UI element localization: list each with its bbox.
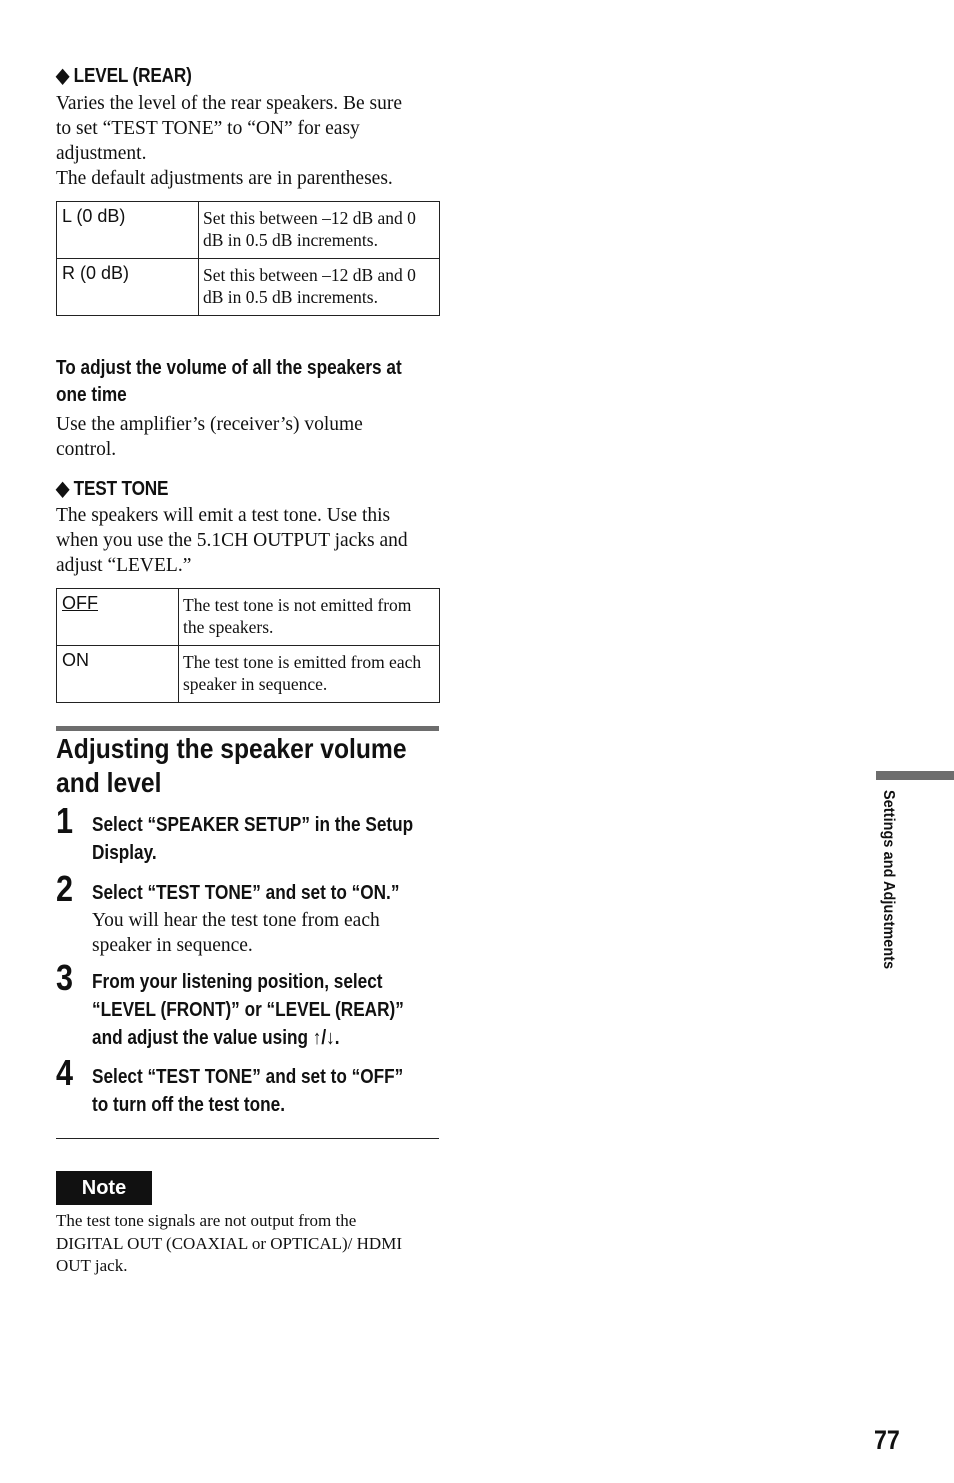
- table-row: [57, 646, 440, 703]
- text-line: Select “TEST TONE” and set to “ON.”: [92, 882, 400, 904]
- text-line: Use the amplifier’s (receiver’s) volume: [56, 414, 363, 435]
- step-number: 1: [56, 800, 74, 841]
- table-key: R (0 dB): [57, 259, 199, 316]
- step-number: 4: [56, 1052, 74, 1093]
- text-line: Varies the level of the rear speakers. Be sure: [56, 93, 402, 114]
- table-key-default: OFF: [62, 593, 98, 613]
- table-key: L (0 dB): [57, 202, 199, 259]
- adjust-all-heading: [56, 355, 439, 409]
- text-line: to turn off the test tone.: [92, 1094, 286, 1116]
- text-line: From your listening position, select: [92, 971, 383, 993]
- text-line: one time: [56, 384, 127, 406]
- section-title: [56, 732, 439, 800]
- note-badge: Note: [56, 1171, 152, 1205]
- table-key: ON: [57, 646, 179, 703]
- table-desc: Set this between –12 dB and 0 dB in 0.5 dB increments.: [199, 259, 440, 316]
- text-line: The speakers will emit a test tone. Use this: [56, 505, 391, 526]
- step-heading: [92, 1063, 439, 1119]
- step-heading: [92, 968, 439, 1052]
- step-number: 3: [56, 957, 74, 998]
- test-tone-heading: [56, 477, 439, 501]
- table-desc: The test tone is not emitted from the speakers.: [179, 589, 440, 646]
- text-line: speaker in sequence.: [92, 935, 253, 956]
- test-tone-table-wrap: [56, 588, 439, 703]
- text-line: and adjust the value using ↑/↓.: [92, 1027, 340, 1049]
- step-heading: [92, 811, 439, 867]
- table-row: [57, 589, 440, 646]
- level-rear-title: LEVEL (REAR): [73, 65, 192, 87]
- text-line: Select “TEST TONE” and set to “OFF”: [92, 1066, 404, 1088]
- adjust-all-description: [56, 412, 439, 462]
- section-divider: [56, 726, 439, 731]
- text-line: adjust “LEVEL.”: [56, 555, 192, 576]
- note-text: [56, 1210, 441, 1278]
- text-line: Display.: [92, 842, 157, 864]
- step-body: [92, 908, 439, 958]
- text-line: To adjust the volume of all the speakers at: [56, 357, 402, 379]
- table-row: [57, 202, 440, 259]
- text-line: “LEVEL (FRONT)” or “LEVEL (REAR)”: [92, 999, 404, 1021]
- text-line: The test tone signals are not output from the: [56, 1211, 357, 1230]
- diamond-icon: ◆: [56, 65, 70, 87]
- text-line: OUT jack.: [56, 1256, 128, 1275]
- table-row: [57, 259, 440, 316]
- text-line: to set “TEST TONE” to “ON” for easy: [56, 118, 360, 139]
- text-line: when you use the 5.1CH OUTPUT jacks and: [56, 530, 408, 551]
- text-line: The default adjustments are in parentheses.: [56, 168, 393, 189]
- text-line: and level: [56, 767, 162, 798]
- table-desc: The test tone is emitted from each speaker in sequence.: [179, 646, 440, 703]
- text-line: You will hear the test tone from each: [92, 910, 380, 931]
- level-rear-heading: [56, 64, 439, 88]
- text-line: adjustment.: [56, 143, 147, 164]
- test-tone-table: [56, 588, 440, 703]
- step-heading: [92, 879, 439, 907]
- level-rear-table-wrap: [56, 201, 439, 316]
- table-desc: Set this between –12 dB and 0 dB in 0.5 dB increments.: [199, 202, 440, 259]
- step-number: 2: [56, 868, 74, 909]
- level-rear-table: [56, 201, 440, 316]
- page-number: 77: [874, 1425, 900, 1455]
- section-tab-marker: [876, 771, 954, 780]
- test-tone-description: [56, 503, 439, 578]
- text-line: DIGITAL OUT (COAXIAL or OPTICAL)/ HDMI: [56, 1233, 402, 1253]
- text-line: control.: [56, 439, 117, 460]
- section-side-label: Settings and Adjustments: [880, 790, 897, 970]
- text-line: Adjusting the speaker volume: [56, 733, 407, 764]
- text-line: Select “SPEAKER SETUP” in the Setup: [92, 814, 414, 836]
- diamond-icon: ◆: [56, 478, 70, 500]
- level-rear-description: [56, 91, 439, 191]
- divider: [56, 1138, 439, 1139]
- test-tone-title: TEST TONE: [73, 478, 169, 500]
